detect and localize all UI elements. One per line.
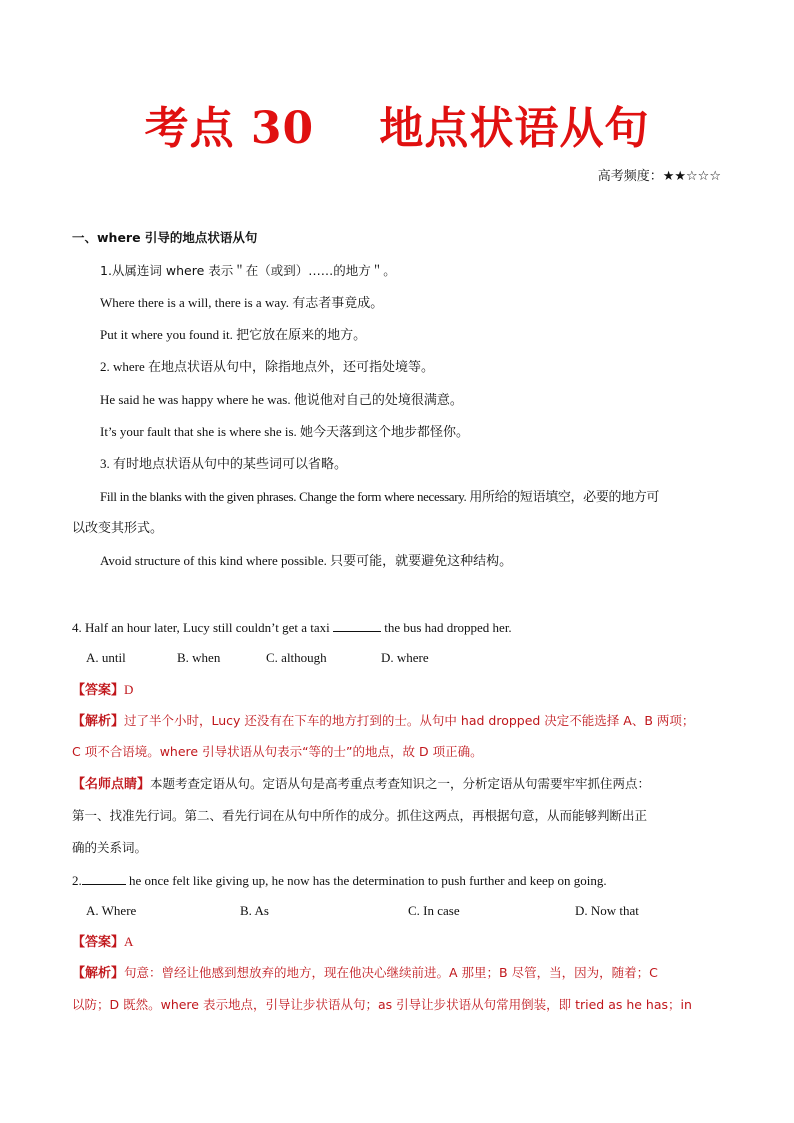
rule-1: 1.从属连词 where 表示＂在（或到）……的地方＂。: [100, 263, 396, 278]
example-3: He said he was happy where he was. 他说他对自己的处境很满意。: [100, 392, 463, 407]
analysis-line-2: 以防；D 既然。where 表示地点，引导让步状语从句；as 引导让步状语从句常用倒装，即 tried as he has；in: [72, 997, 692, 1012]
example-5a: Fill in the blanks with the given phrases. Change the form where necessary. 用所给的短语填空，必要的地方可: [100, 489, 660, 504]
example-2: Put it where you found it. 把它放在原来的地方。: [100, 327, 367, 342]
rule-3: 3. 有时地点状语从句中的某些词可以省略。: [100, 456, 348, 471]
answer-line: [72, 932, 133, 953]
answer-line: [72, 680, 133, 701]
option-b: B. when: [177, 650, 221, 665]
tip-tag: 【名师点睛】: [72, 777, 151, 792]
analysis-tag: 【解析】: [72, 966, 125, 981]
question-2-stem-b: he once felt like giving up, he now has the determination to push further and keep on going.: [125, 873, 607, 888]
analysis-line-1: [72, 711, 694, 732]
analysis-tag: 【解析】: [72, 714, 125, 729]
example-6: Avoid structure of this kind where possible. 只要可能，就要避免这种结构。: [100, 553, 513, 568]
option-d: D. where: [381, 650, 429, 665]
exam-frequency: [598, 165, 721, 184]
question-2-stem: [72, 870, 607, 891]
rule-2: 2. where 在地点状语从句中，除指地点外，还可指处境等。: [100, 359, 435, 374]
frequency-label: 高考频度：: [597, 169, 663, 184]
answer-value: A: [124, 934, 134, 949]
answer-blank: [82, 870, 126, 885]
answer-tag: 【答案】: [72, 683, 125, 698]
question-2-stem-a: 2.: [72, 873, 82, 888]
section-heading: 一、where 引导的地点状语从句: [72, 230, 258, 245]
example-5b: 以改变其形式。: [72, 520, 164, 535]
answer-value: D: [124, 682, 134, 697]
option-c: C. In case: [408, 903, 460, 918]
tip-line-3: 确的关系词。: [72, 840, 148, 855]
answer-tag: 【答案】: [72, 935, 125, 950]
answer-blank: [333, 617, 381, 632]
tip-line-1: [72, 774, 650, 795]
option-b: B. As: [240, 903, 269, 918]
question-4-stem: [72, 617, 512, 638]
tip-line-2: 第一、找准先行词。第二、看先行词在从句中所作的成分。抓住这两点，再根据句意，从而能够判断出正: [72, 808, 648, 823]
option-a: A. Where: [86, 903, 137, 918]
option-a: A. until: [86, 650, 126, 665]
option-c: C. although: [266, 650, 327, 665]
analysis-text-1: 过了半个小时，Lucy 还没有在下车的地方打到的士。从句中 had dropped 决定不能选择 A、B 两项；: [124, 713, 695, 728]
frequency-stars: ★★☆☆☆: [662, 169, 721, 184]
example-4: It’s your fault that she is where she is. 她今天落到这个地步都怪你。: [100, 424, 470, 439]
example-1: Where there is a will, there is a way. 有志者事竟成。: [100, 295, 384, 310]
analysis-line-2: C 项不合语境。where 引导状语从句表示“等的士”的地点，故 D 项正确。: [72, 744, 483, 759]
option-d: D. Now that: [575, 903, 639, 918]
tip-text-1: 本题考查定语从句。定语从句是高考重点考查知识之一，分析定语从句需要牢牢抓住两点：: [150, 776, 651, 791]
analysis-line-1: [72, 963, 658, 984]
question-4-stem-a: 4. Half an hour later, Lucy still couldn’t get a taxi: [72, 620, 333, 635]
page-title: 考点 30 地点状语从句: [144, 103, 650, 154]
question-4-stem-b: the bus had dropped her.: [380, 620, 512, 635]
analysis-text-1: 句意：曾经让他感到想放弃的地方，现在他决心继续前进。A 那里；B 尽管，当，因为，随着；C: [124, 965, 658, 980]
